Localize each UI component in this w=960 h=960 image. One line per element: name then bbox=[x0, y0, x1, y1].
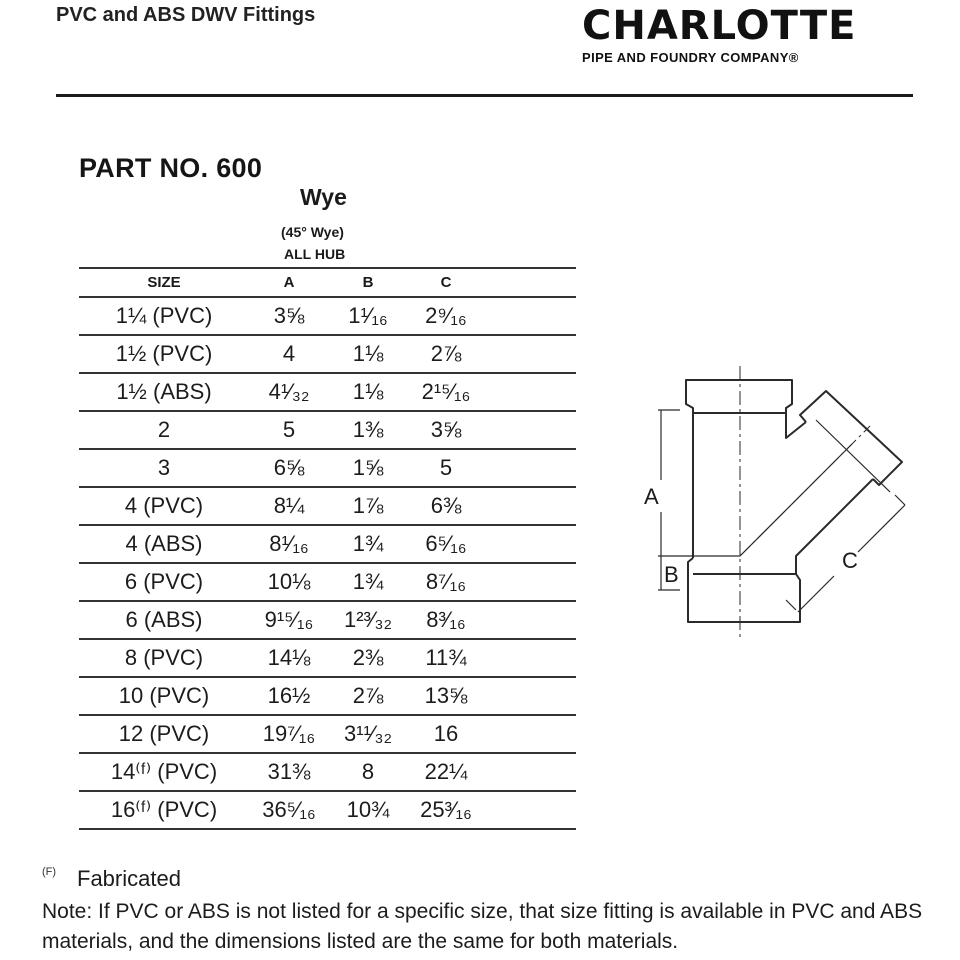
cell-c: 6⁵⁄₁₆ bbox=[407, 525, 485, 563]
cell-c: 16 bbox=[407, 715, 485, 753]
brand-subtitle: PIPE AND FOUNDRY COMPANY® bbox=[582, 50, 799, 65]
table-row bbox=[79, 335, 576, 373]
table-row bbox=[79, 791, 576, 829]
table-row bbox=[79, 601, 576, 639]
cell-spacer bbox=[485, 525, 576, 563]
cell-b: 1¾ bbox=[329, 525, 407, 563]
footnote-text: Fabricated bbox=[77, 866, 181, 891]
cell-b: 1⅛ bbox=[329, 335, 407, 373]
cell-c: 8⁷⁄₁₆ bbox=[407, 563, 485, 601]
branch-hub-outline bbox=[800, 391, 902, 485]
table-row bbox=[79, 297, 576, 335]
cell-spacer bbox=[485, 715, 576, 753]
part-number: PART NO. 600 bbox=[79, 153, 263, 183]
document-title: PVC and ABS DWV Fittings bbox=[56, 4, 316, 26]
brand-logo bbox=[582, 4, 912, 65]
cell-a: 5 bbox=[249, 411, 329, 449]
cell-c: 6⅜ bbox=[407, 487, 485, 525]
branch-upper-edge bbox=[786, 413, 806, 438]
column-header-b: B bbox=[329, 268, 407, 297]
cell-spacer bbox=[485, 297, 576, 335]
table-header-row bbox=[79, 268, 576, 297]
cell-c: 25³⁄₁₆ bbox=[407, 791, 485, 829]
dim-c-line-upper bbox=[858, 505, 905, 552]
cell-spacer bbox=[485, 753, 576, 791]
cell-size: 10 (PVC) bbox=[79, 677, 249, 715]
table-row bbox=[79, 487, 576, 525]
cell-b: 1⅞ bbox=[329, 487, 407, 525]
wye-fitting-diagram bbox=[620, 360, 920, 660]
cell-a: 9¹⁵⁄₁₆ bbox=[249, 601, 329, 639]
cell-b: 1¾ bbox=[329, 563, 407, 601]
wye-drawing bbox=[620, 360, 920, 660]
cell-c: 22¼ bbox=[407, 753, 485, 791]
dimension-label-b: B bbox=[664, 562, 679, 587]
header-divider bbox=[56, 94, 913, 97]
bottom-hub-outline bbox=[688, 558, 800, 622]
cell-c: 11¾ bbox=[407, 639, 485, 677]
cell-a: 4 bbox=[249, 335, 329, 373]
cell-b: 1⅝ bbox=[329, 449, 407, 487]
dim-c-line-lower bbox=[798, 576, 834, 612]
column-header-size: SIZE bbox=[79, 268, 249, 297]
product-hub-type: ALL HUB bbox=[284, 246, 346, 262]
cell-a: 6⅝ bbox=[249, 449, 329, 487]
top-hub-outline bbox=[686, 380, 792, 413]
column-header-c: C bbox=[407, 268, 485, 297]
cell-size: 3 bbox=[79, 449, 249, 487]
column-header-spacer bbox=[485, 268, 576, 297]
table-row bbox=[79, 563, 576, 601]
cell-size: 4 (PVC) bbox=[79, 487, 249, 525]
cell-c: 3⅝ bbox=[407, 411, 485, 449]
cell-c: 5 bbox=[407, 449, 485, 487]
cell-spacer bbox=[485, 563, 576, 601]
footnote-marker: (F) bbox=[42, 866, 57, 878]
cell-a: 16½ bbox=[249, 677, 329, 715]
dimension-label-c: C bbox=[842, 548, 858, 573]
cell-a: 19⁷⁄₁₆ bbox=[249, 715, 329, 753]
cell-a: 31⅜ bbox=[249, 753, 329, 791]
cell-b: 2⅜ bbox=[329, 639, 407, 677]
table-row bbox=[79, 753, 576, 791]
cell-c: 2⁹⁄₁₆ bbox=[407, 297, 485, 335]
dim-c-top-extension bbox=[895, 495, 905, 505]
cell-size: 2 bbox=[79, 411, 249, 449]
cell-b: 1⅛ bbox=[329, 373, 407, 411]
cell-b: 3¹¹⁄₃₂ bbox=[329, 715, 407, 753]
brand-name: CHARLOTTE bbox=[582, 3, 857, 49]
cell-spacer bbox=[485, 487, 576, 525]
cell-size: 14⁽ᶠ⁾ (PVC) bbox=[79, 753, 249, 791]
cell-size: 12 (PVC) bbox=[79, 715, 249, 753]
cell-b: 1⅜ bbox=[329, 411, 407, 449]
cell-size: 4 (ABS) bbox=[79, 525, 249, 563]
cell-size: 1½ (ABS) bbox=[79, 373, 249, 411]
cell-size: 1¼ (PVC) bbox=[79, 297, 249, 335]
table-row bbox=[79, 373, 576, 411]
cell-spacer bbox=[485, 639, 576, 677]
branch-hub-line bbox=[816, 420, 890, 492]
table-row bbox=[79, 677, 576, 715]
cell-spacer bbox=[485, 411, 576, 449]
table-body bbox=[79, 297, 576, 829]
table-row bbox=[79, 449, 576, 487]
cell-size: 1½ (PVC) bbox=[79, 335, 249, 373]
cell-a: 4¹⁄₃₂ bbox=[249, 373, 329, 411]
table-row bbox=[79, 715, 576, 753]
table-row bbox=[79, 639, 576, 677]
product-name: Wye bbox=[300, 184, 347, 210]
cell-a: 8¼ bbox=[249, 487, 329, 525]
cell-b: 10¾ bbox=[329, 791, 407, 829]
cell-a: 10⅛ bbox=[249, 563, 329, 601]
dimensions-table bbox=[79, 267, 576, 830]
cell-size: 6 (PVC) bbox=[79, 563, 249, 601]
materials-note: Note: If PVC or ABS is not listed for a specific size, that size fitting is available in PVC and ABS materials, and the dimensions listed are the same for both materials. bbox=[42, 900, 923, 953]
cell-a: 14⅛ bbox=[249, 639, 329, 677]
cell-spacer bbox=[485, 791, 576, 829]
table-row bbox=[79, 411, 576, 449]
product-alt-name: (45° Wye) bbox=[281, 224, 344, 240]
cell-size: 6 (ABS) bbox=[79, 601, 249, 639]
cell-size: 8 (PVC) bbox=[79, 639, 249, 677]
table-row bbox=[79, 525, 576, 563]
cell-a: 3⅝ bbox=[249, 297, 329, 335]
cell-b: 1¹⁄₁₆ bbox=[329, 297, 407, 335]
cell-b: 1²³⁄₃₂ bbox=[329, 601, 407, 639]
cell-a: 36⁵⁄₁₆ bbox=[249, 791, 329, 829]
cell-spacer bbox=[485, 677, 576, 715]
dim-c-bottom-extension bbox=[786, 600, 796, 610]
branch-lower-edge bbox=[796, 479, 873, 574]
cell-c: 8³⁄₁₆ bbox=[407, 601, 485, 639]
dimension-label-a: A bbox=[644, 484, 659, 509]
cell-size: 16⁽ᶠ⁾ (PVC) bbox=[79, 791, 249, 829]
cell-spacer bbox=[485, 601, 576, 639]
cell-a: 8¹⁄₁₆ bbox=[249, 525, 329, 563]
column-header-a: A bbox=[249, 268, 329, 297]
cell-b: 8 bbox=[329, 753, 407, 791]
cell-c: 13⅝ bbox=[407, 677, 485, 715]
cell-spacer bbox=[485, 373, 576, 411]
cell-spacer bbox=[485, 335, 576, 373]
cell-c: 2¹⁵⁄₁₆ bbox=[407, 373, 485, 411]
cell-b: 2⅞ bbox=[329, 677, 407, 715]
cell-spacer bbox=[485, 449, 576, 487]
cell-c: 2⅞ bbox=[407, 335, 485, 373]
